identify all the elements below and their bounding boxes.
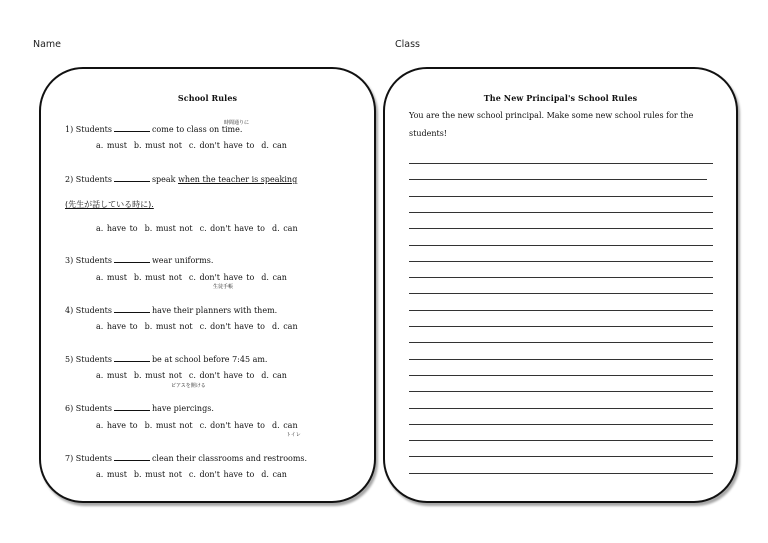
question-6 (65, 404, 214, 413)
answer-blank (114, 409, 150, 411)
panel-title: The New Principal's School Rules (483, 93, 638, 103)
option: c. don't have to (199, 224, 265, 233)
writing-line (409, 261, 713, 262)
option: b. must not (133, 273, 182, 282)
question-number: 6) Students (65, 404, 112, 413)
options-q1 (96, 141, 294, 150)
question-text: have piercings. (151, 404, 214, 413)
option: d. can (261, 141, 287, 150)
writing-line (409, 456, 713, 457)
gloss-q5: ピアスを開ける (171, 383, 206, 389)
answer-blank (114, 311, 150, 313)
option: c. don't have to (188, 470, 255, 479)
option: b. must not (133, 470, 182, 479)
question-text: be at school before 7:45 am. (151, 355, 268, 364)
question-text: clean their classrooms and restrooms. (151, 454, 308, 463)
question-5 (65, 355, 267, 364)
options-q4 (96, 322, 305, 331)
option: b. must not (144, 421, 193, 430)
question-number: 5) Students (65, 355, 112, 364)
options-q3 (96, 273, 294, 282)
writing-line (409, 424, 713, 425)
option: d. can (261, 371, 287, 380)
writing-line (409, 245, 713, 246)
school-rules-panel (39, 67, 376, 503)
option: d. can (271, 421, 298, 430)
japanese-note-q2: (先生が話している時に). (65, 200, 154, 209)
writing-line (409, 212, 713, 213)
option: a. have to (96, 224, 138, 233)
options-q6 (96, 421, 305, 430)
gloss-q3: 生徒手帳 (213, 284, 234, 290)
answer-blank (114, 360, 150, 362)
option: c. don't have to (188, 141, 255, 150)
answer-blank (114, 180, 150, 182)
writing-line (409, 408, 713, 409)
writing-line (409, 310, 713, 311)
option: d. can (261, 470, 287, 479)
writing-line (409, 196, 713, 197)
writing-line (409, 277, 713, 278)
options-q2 (96, 224, 305, 233)
writing-line (409, 359, 713, 360)
gloss-q6: トイレ (286, 432, 301, 438)
question-4 (65, 306, 277, 315)
question-text: have their planners with them. (151, 306, 278, 315)
option: a. must (96, 141, 127, 150)
option: c. don't have to (188, 273, 255, 282)
question-text: wear uniforms. (151, 256, 214, 265)
panel-title: School Rules (177, 93, 238, 103)
name-label: Name (33, 39, 62, 50)
answer-blank (114, 130, 150, 132)
question-text: come to class on time. (151, 125, 243, 134)
option: d. can (271, 224, 298, 233)
question-7 (65, 454, 307, 463)
writing-line (409, 342, 713, 343)
option: a. must (96, 273, 127, 282)
question-text-underlined: when the teacher is speaking (178, 175, 298, 184)
writing-line (409, 293, 713, 294)
option: b. must not (144, 224, 193, 233)
writing-line (409, 326, 713, 327)
option: b. must not (133, 371, 182, 380)
option: b. must not (133, 141, 182, 150)
option: c. don't have to (199, 322, 265, 331)
writing-line (409, 440, 713, 441)
option: a. have to (96, 421, 138, 430)
answer-blank (114, 459, 150, 461)
option: a. must (96, 470, 127, 479)
instructions: You are the new school principal. Make some new school rules for the students! (409, 111, 694, 138)
option: c. don't have to (199, 421, 265, 430)
gloss-q1: 時間通りに (224, 120, 250, 126)
question-number: 3) Students (65, 256, 112, 265)
new-rules-panel (383, 67, 738, 503)
question-number: 4) Students (65, 306, 112, 315)
option: a. have to (96, 322, 138, 331)
option: a. must (96, 371, 127, 380)
question-2 (65, 175, 297, 184)
question-number: 1) Students (65, 125, 112, 134)
options-q5 (96, 371, 294, 380)
writing-line (409, 473, 713, 474)
options-q7 (96, 470, 294, 479)
writing-line (409, 179, 707, 180)
writing-line (409, 163, 713, 164)
option: b. must not (144, 322, 193, 331)
question-text: speak (151, 175, 176, 184)
writing-line (409, 391, 713, 392)
writing-line (409, 228, 713, 229)
option: d. can (271, 322, 298, 331)
question-number: 7) Students (65, 454, 112, 463)
answer-blank (114, 261, 150, 263)
option: c. don't have to (188, 371, 255, 380)
option: d. can (261, 273, 287, 282)
question-number: 2) Students (65, 175, 112, 184)
question-3 (65, 256, 213, 265)
class-label: Class (395, 39, 420, 50)
question-1 (65, 125, 242, 134)
writing-line (409, 375, 713, 376)
